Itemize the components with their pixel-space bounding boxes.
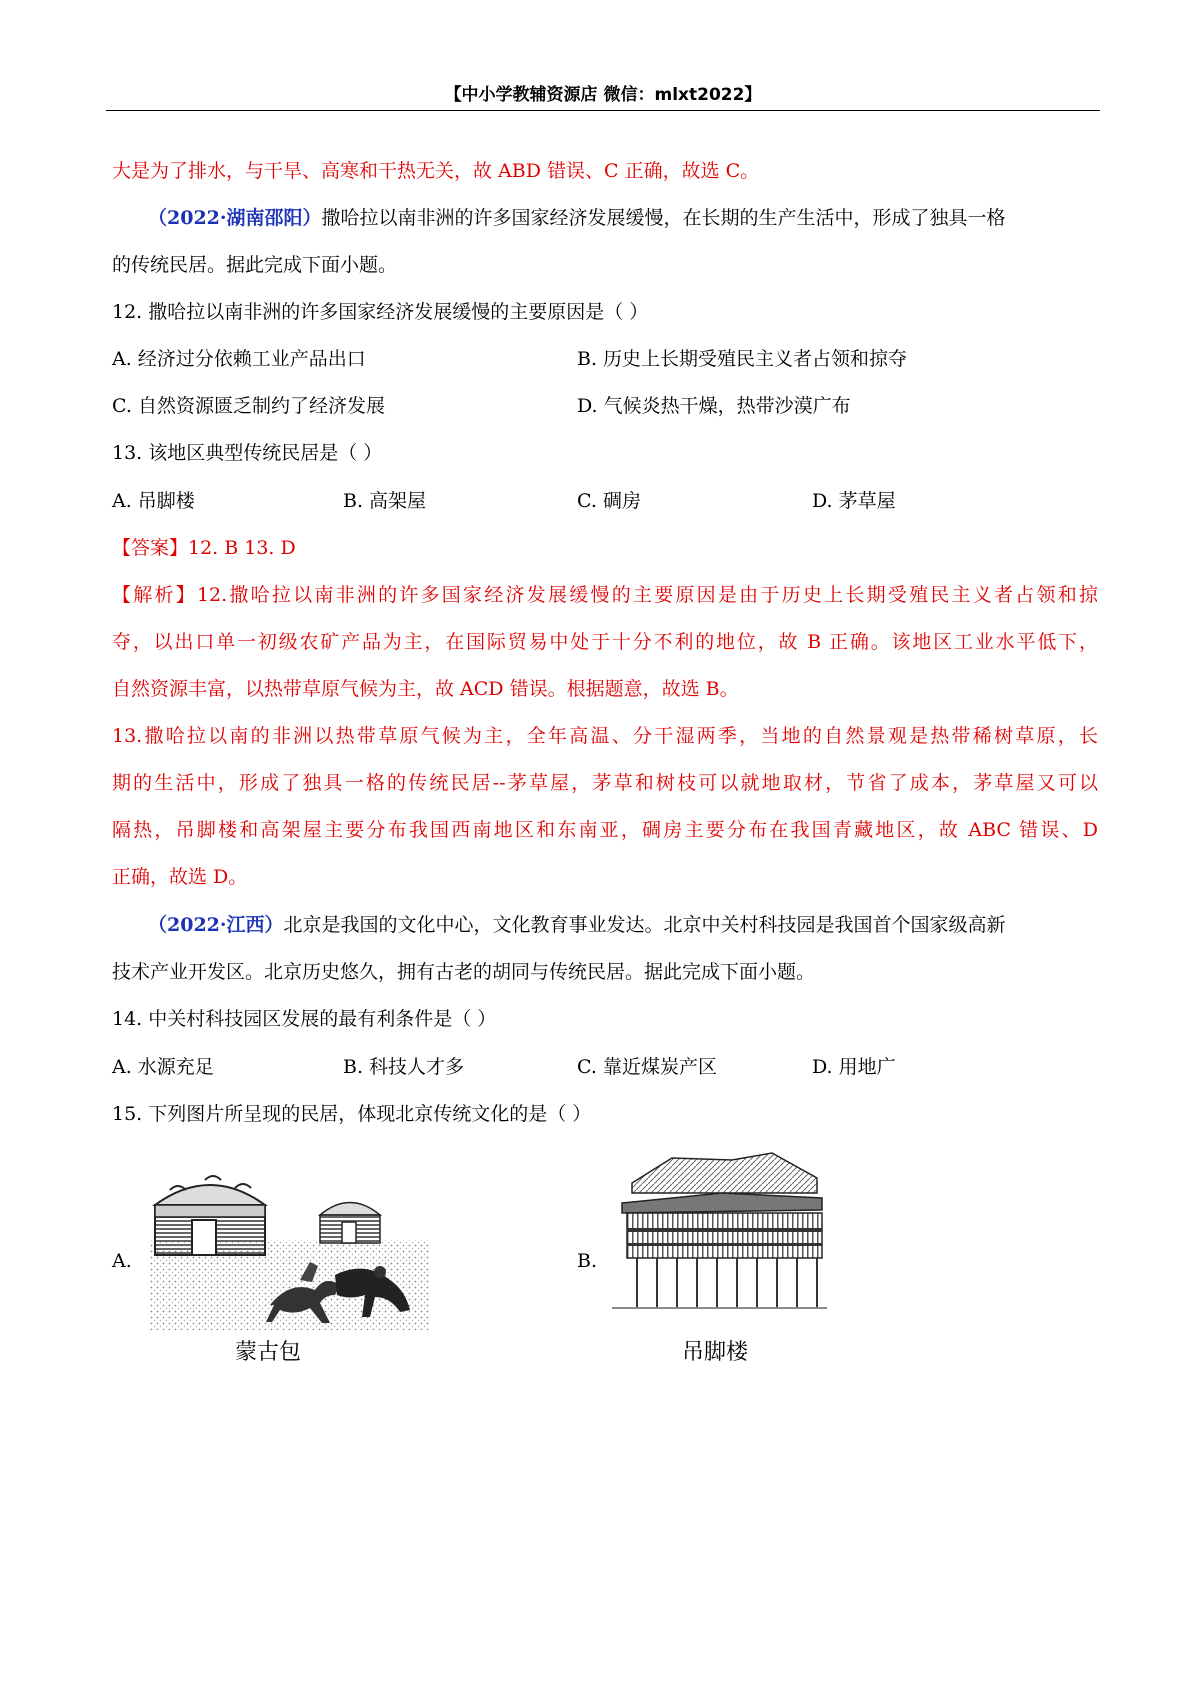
q12-stem: 12. 撒哈拉以南非洲的许多国家经济发展缓慢的主要原因是（ ） bbox=[112, 301, 649, 323]
q13-option-d: D. 茅草屋 bbox=[812, 490, 896, 512]
analysis-line-7: 正确，故选 D。 bbox=[112, 866, 248, 888]
q13-option-c: C. 碉房 bbox=[577, 490, 641, 512]
q12-option-a: A. 经济过分依赖工业产品出口 bbox=[112, 348, 366, 370]
q14-option-c: C. 靠近煤炭产区 bbox=[577, 1056, 717, 1078]
analysis-line-2: 夺，以出口单一初级农矿产品为主，在国际贸易中处于十分不利的地位，故 B 正确。该地区工业水平低下， bbox=[112, 631, 1098, 653]
group2-source: （2022·江西） bbox=[148, 914, 284, 936]
q14-option-d: D. 用地广 bbox=[812, 1056, 896, 1078]
q15-stem: 15. 下列图片所呈现的民居，体现北京传统文化的是（ ） bbox=[112, 1103, 592, 1125]
answer-line: 【答案】12. B 13. D bbox=[112, 537, 296, 559]
q12-option-b: B. 历史上长期受殖民主义者占领和掠夺 bbox=[577, 348, 908, 370]
q15-option-a-caption: 蒙古包 bbox=[235, 1340, 302, 1365]
mongolian-yurt-image bbox=[150, 1160, 430, 1330]
q13-stem: 13. 该地区典型传统民居是（ ） bbox=[112, 442, 383, 464]
group1-source: （2022·湖南邵阳） bbox=[148, 207, 322, 229]
header-rule bbox=[106, 110, 1100, 111]
q15-option-b-letter: B. bbox=[577, 1250, 598, 1272]
group2-intro-line2: 技术产业开发区。北京历史悠久，拥有古老的胡同与传统民居。据此完成下面小题。 bbox=[112, 961, 816, 983]
stilt-house-image bbox=[612, 1148, 827, 1318]
q13-option-a: A. 吊脚楼 bbox=[112, 490, 195, 512]
q14-option-a: A. 水源充足 bbox=[112, 1056, 214, 1078]
analysis-line-1: 【解析】12.撒哈拉以南非洲的许多国家经济发展缓慢的主要原因是由于历史上长期受殖民主义者占领和掠 bbox=[112, 584, 1098, 606]
q12-option-d: D. 气候炎热干燥，热带沙漠广布 bbox=[577, 395, 851, 417]
group1-intro-text: 撒哈拉以南非洲的许多国家经济发展缓慢，在长期的生产生活中，形成了独具一格 bbox=[321, 207, 1006, 229]
q14-stem: 14. 中关村科技园区发展的最有利条件是（ ） bbox=[112, 1008, 497, 1030]
q12-option-c: C. 自然资源匮乏制约了经济发展 bbox=[112, 395, 385, 417]
analysis-line-3: 自然资源丰富，以热带草原气候为主，故 ACD 错误。根据题意，故选 B。 bbox=[112, 678, 739, 700]
q13-option-b: B. 高架屋 bbox=[343, 490, 427, 512]
group1-intro-line2: 的传统民居。据此完成下面小题。 bbox=[112, 254, 398, 276]
q15-option-a-letter: A. bbox=[112, 1250, 132, 1272]
group2-intro-text: 北京是我国的文化中心，文化教育事业发达。北京中关村科技园是我国首个国家级高新 bbox=[283, 914, 1006, 936]
q14-option-b: B. 科技人才多 bbox=[343, 1056, 465, 1078]
analysis-line-6: 隔热，吊脚楼和高架屋主要分布我国西南地区和东南亚，碉房主要分布在我国青藏地区，故 ABC 错误、D bbox=[112, 819, 1098, 841]
group1-intro-line1 bbox=[148, 203, 1006, 230]
analysis-line-5: 期的生活中，形成了独具一格的传统民居--茅草屋，茅草和树枝可以就地取材，节省了成本，茅草屋又可以 bbox=[112, 772, 1098, 794]
group2-intro-line1 bbox=[148, 910, 1006, 937]
analysis-line-4: 13.撒哈拉以南的非洲以热带草原气候为主，全年高温、分干湿两季，当地的自然景观是热带稀树草原，长 bbox=[112, 725, 1098, 747]
q15-option-b-caption: 吊脚楼 bbox=[682, 1340, 749, 1365]
page-header: 【中小学教辅资源店 微信：mlxt2022】 bbox=[444, 85, 762, 105]
prev-analysis-tail: 大是为了排水，与干旱、高寒和干热无关，故 ABD 错误、C 正确，故选 C。 bbox=[112, 160, 760, 182]
